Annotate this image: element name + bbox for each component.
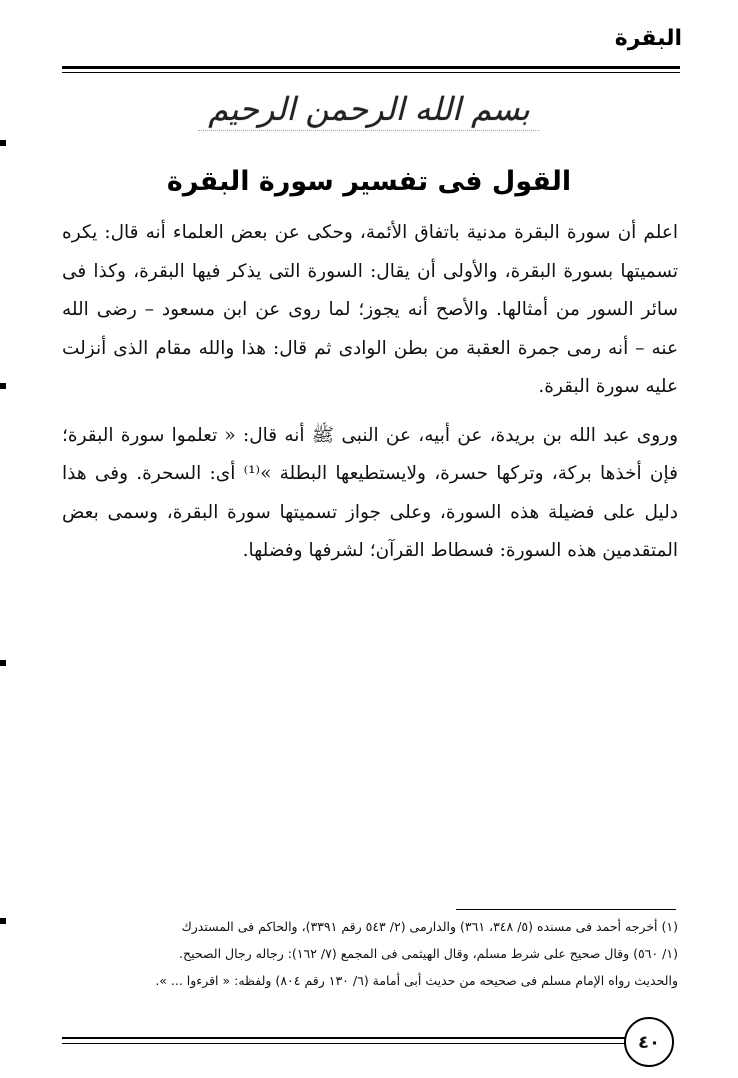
header-rule-thin <box>62 72 680 73</box>
footnote-separator <box>456 909 676 910</box>
footnote-line: والحديث رواه الإمام مسلم فى صحيحه من حديث أبى أمامة (٦/ ١٣٠ رقم ٨٠٤) ولفظه: « اقرءوا ... ». <box>155 973 678 988</box>
paragraph: اعلم أن سورة البقرة مدنية باتفاق الأئمة، وحكى عن بعض العلماء أنه قال: يكره تسميتها بسورة البقرة، والأولى أن يقال: السورة التى يذكر فيها البقرة، وكذا فى سائر السور من أمثالها. والأصح أنه يجوز؛ لما روى عن ابن مسعود – رضى الله عنه – أنه رمى جمرة العقبة من بطن الوادى ثم قال: هذا والله مقام الذى أنزلت عليه سورة البقرة. <box>62 222 678 397</box>
page-number-circle: ٤٠ <box>624 1017 674 1067</box>
basmala-calligraphy: بسم الله الرحمن الرحيم <box>198 88 540 131</box>
footnote-line: (١/ ٥٦٠) وقال صحيح على شرط مسلم، وقال الهيثمى فى المجمع (٧/ ١٦٢): رجاله رجال الصحيح. <box>179 946 678 961</box>
header-rule <box>62 66 680 69</box>
margin-mark <box>0 140 6 146</box>
margin-mark <box>0 918 6 924</box>
footnote-line: (١) أخرجه أحمد فى مسنده (٥/ ٣٤٨، ٣٦١) والدارمى (٢/ ٥٤٣ رقم ٣٣٩١)، والحاكم فى المستدرك <box>181 919 678 934</box>
paragraph: وروى عبد الله بن بريدة، عن أبيه، عن النبى ﷺ أنه قال: « تعلموا سورة البقرة؛ فإن أخذها بركة، وتركها حسرة، ولايستطيعها البطلة »⁽¹⁾ أى: السحرة. وفى هذا دليل على فضيلة هذه السورة، وعلى جواز تسميتها سورة البقرة، وسمى بعض المتقدمين هذه السورة: فسطاط القرآن؛ لشرفها وفضلها. <box>62 424 678 561</box>
running-header-title: البقرة <box>614 26 682 51</box>
basmala-ornament <box>0 88 738 131</box>
footer-rule <box>62 1037 628 1039</box>
body-text <box>62 214 678 571</box>
footnotes <box>62 913 678 994</box>
margin-mark <box>0 383 6 389</box>
margin-mark <box>0 660 6 666</box>
chapter-title: القول فى تفسير سورة البقرة <box>166 166 572 197</box>
footer-rule-thin <box>62 1043 628 1044</box>
